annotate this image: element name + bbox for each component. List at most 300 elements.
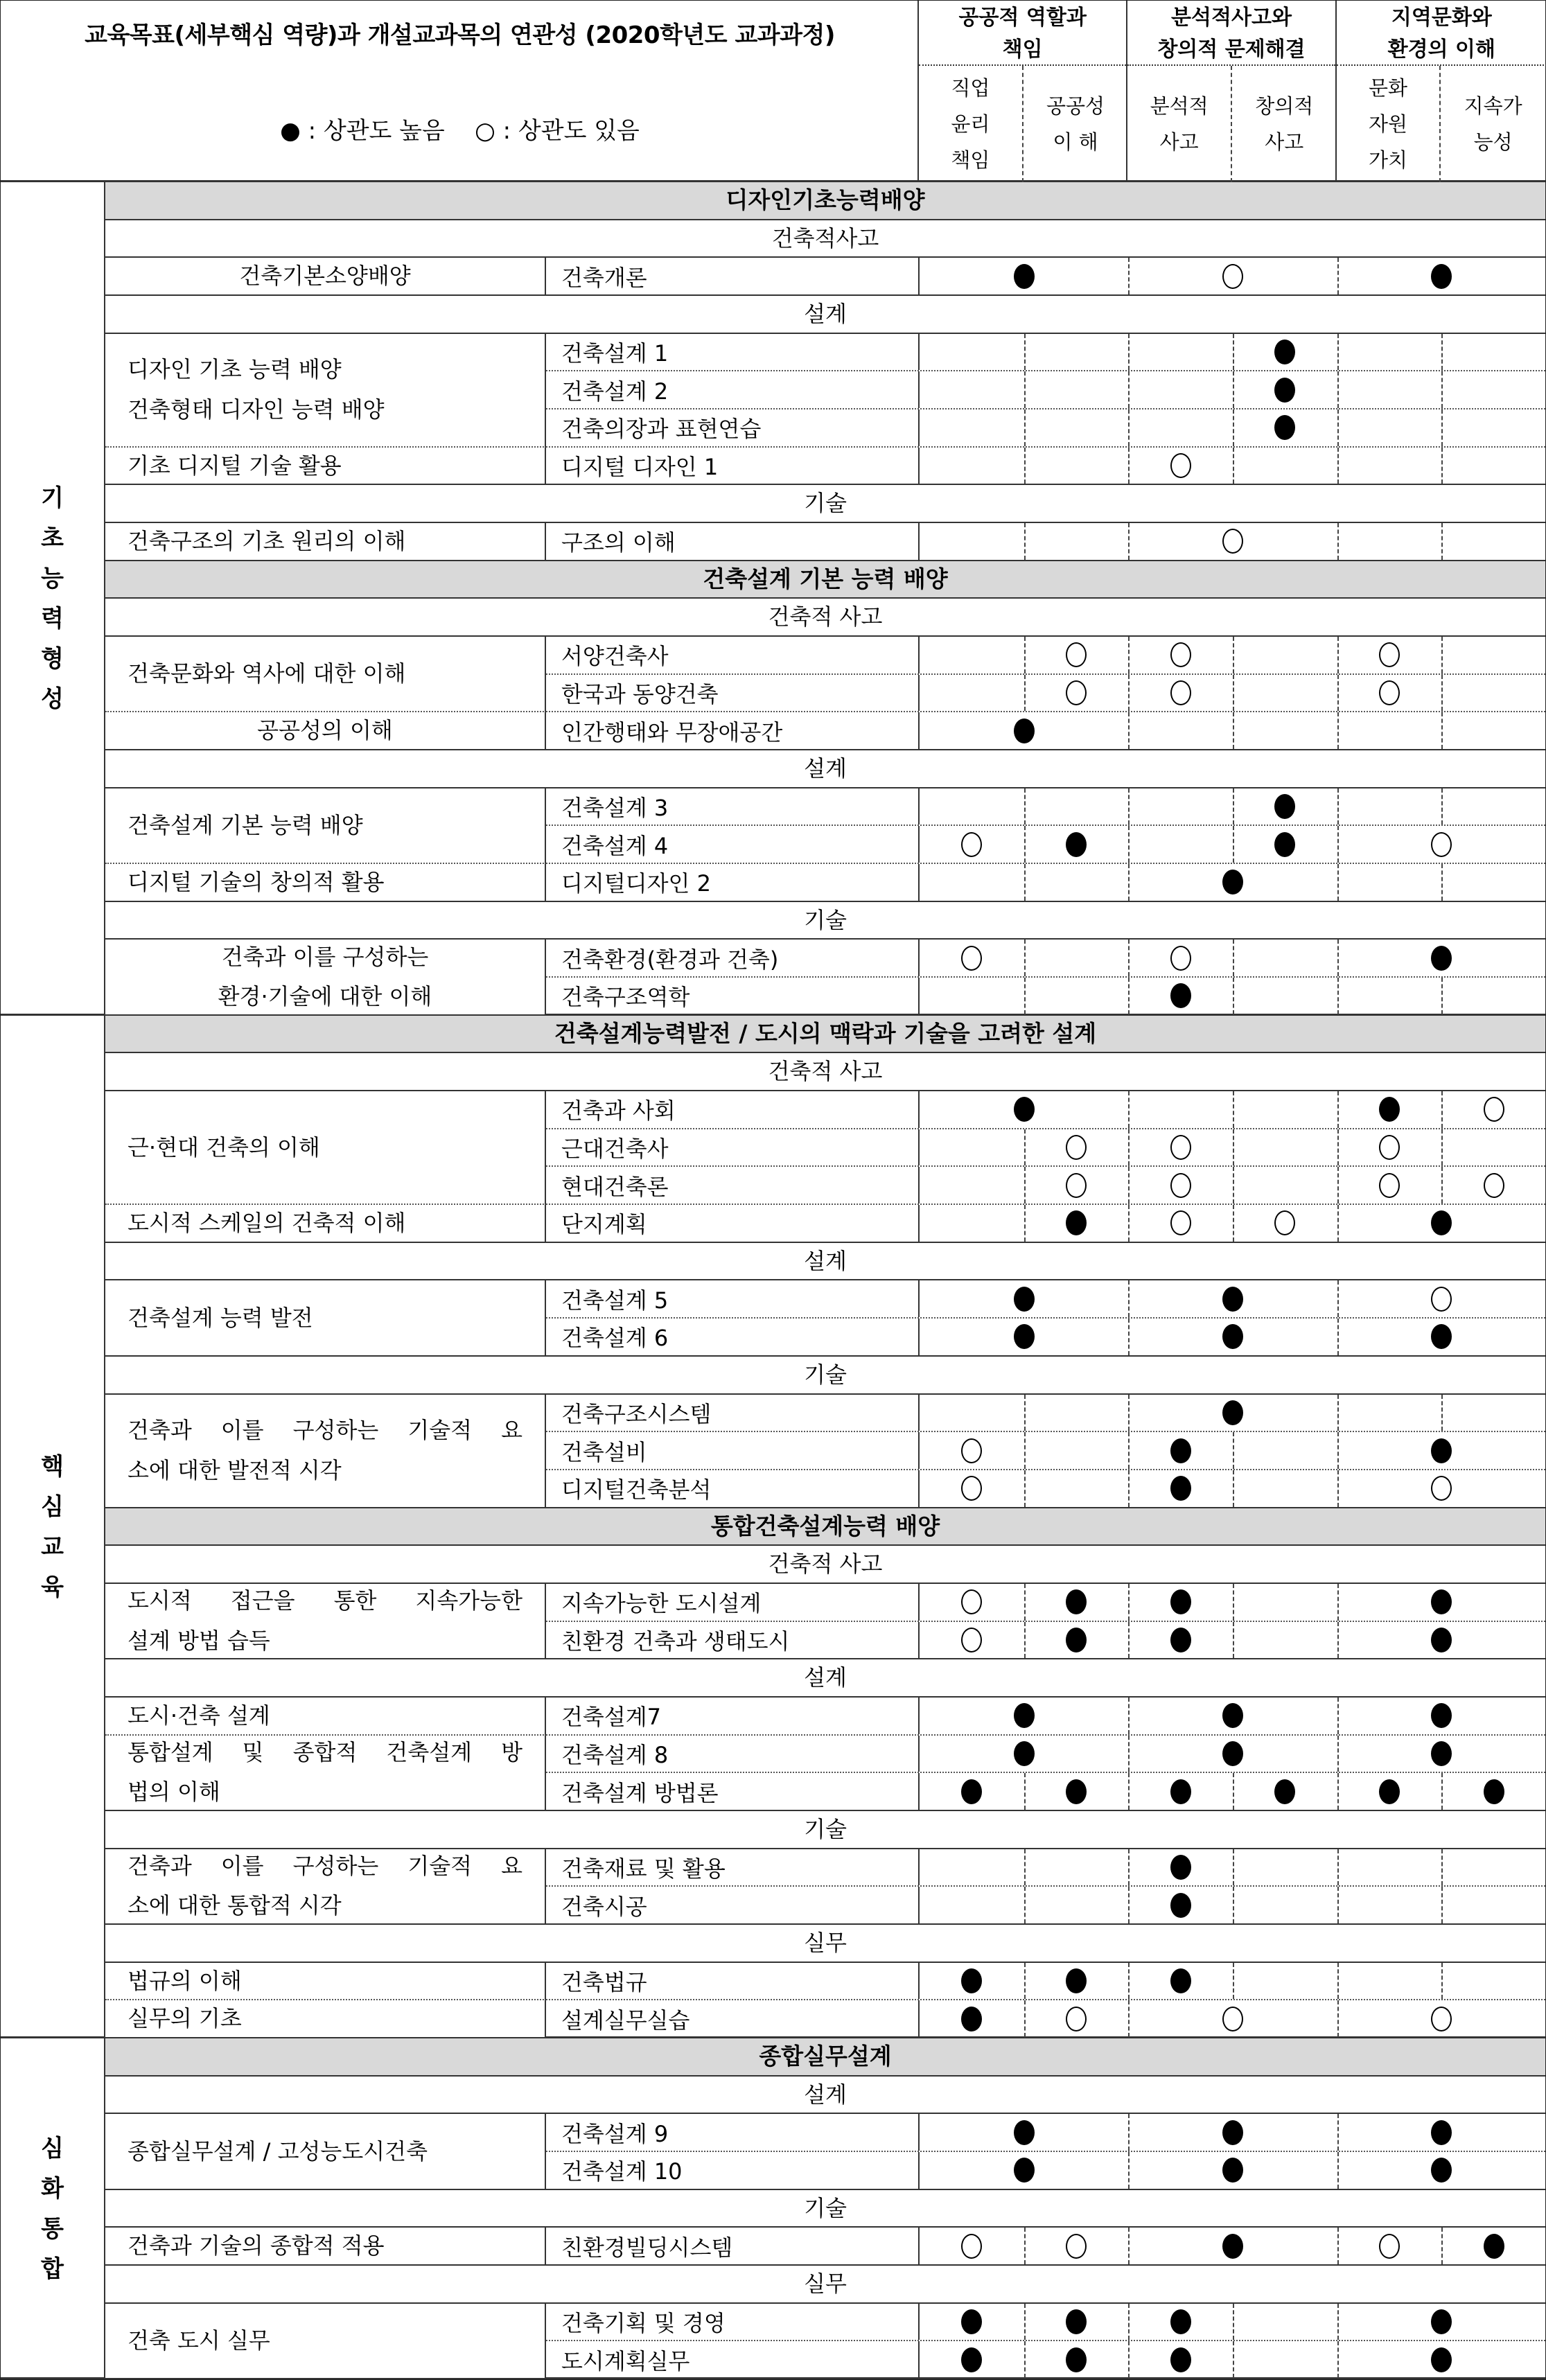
- cell-divider: [1337, 2341, 1339, 2378]
- goal-text-line: 기초 디지털 기술 활용: [128, 452, 342, 479]
- filled-circle-icon: [1014, 1287, 1035, 1312]
- cell-divider: [1128, 409, 1130, 446]
- cell-divider: [1337, 978, 1339, 1014]
- cell-divider: [1233, 978, 1234, 1014]
- cell-divider: [1128, 864, 1130, 901]
- subcolumn-label-line: 가치: [1368, 148, 1408, 172]
- competency-goal: [105, 523, 546, 561]
- competency-group-3: [1337, 1, 1546, 182]
- course-name: 건축설계 9: [546, 2114, 920, 2151]
- filled-circle-icon: [1170, 1438, 1191, 1463]
- filled-circle-icon: [1170, 1628, 1191, 1652]
- open-circle-icon: [1066, 1173, 1087, 1198]
- goal-text-line: 공공성의 이해: [257, 717, 393, 744]
- cell-divider: [1024, 1470, 1026, 1507]
- competency-subcolumn-header: [1232, 66, 1337, 182]
- filled-circle-icon: [1222, 870, 1243, 894]
- filled-circle-icon: [1170, 1893, 1191, 1918]
- relevance-cells: [920, 1736, 1545, 1772]
- group-title-line: 공공적 역할과: [958, 6, 1087, 30]
- relevance-cells: [920, 1205, 1545, 1242]
- filled-circle-icon: [1222, 1400, 1243, 1425]
- open-circle-icon: [1066, 2234, 1087, 2259]
- cell-divider: [1128, 1319, 1130, 1355]
- open-circle-icon: [1170, 1135, 1191, 1160]
- category-row: 설계: [105, 1243, 1545, 1281]
- cell-divider: [1024, 1167, 1026, 1204]
- open-circle-icon: [1431, 832, 1452, 857]
- cell-divider: [1233, 788, 1234, 825]
- course-name: 건축재료 및 활용: [546, 1849, 920, 1886]
- category-row: 기술: [105, 2190, 1545, 2228]
- cell-divider: [1337, 448, 1339, 484]
- goal-text-line: 건축과 이를 구성하는 기술적 요: [128, 1852, 522, 1879]
- cell-divider: [1233, 2341, 1234, 2378]
- cell-divider: [1128, 1395, 1130, 1431]
- open-circle-icon: [1170, 642, 1191, 667]
- open-circle-icon: [961, 2234, 982, 2259]
- category-row: 기술: [105, 485, 1545, 523]
- category-row: 실무: [105, 2266, 1545, 2304]
- course-name: 도시계획실무: [546, 2341, 920, 2378]
- cell-divider: [1128, 1280, 1130, 1317]
- competency-subcolumn-header: [919, 66, 1024, 182]
- category-row: 건축적 사고: [105, 599, 1545, 637]
- relevance-cells: [920, 978, 1545, 1014]
- course-name: 서양건축사: [546, 637, 920, 673]
- competency-goal: [105, 1280, 546, 1356]
- filled-circle-icon: [1431, 1703, 1452, 1728]
- goal-text-line: 법의 이해: [128, 1779, 220, 1806]
- cell-divider: [1128, 788, 1130, 825]
- open-circle-icon: [1066, 642, 1087, 667]
- course-name: 건축설비: [546, 1432, 920, 1469]
- cell-divider: [1441, 1129, 1443, 1166]
- competency-goal: [105, 258, 546, 296]
- section-label: [1, 182, 105, 1016]
- cell-divider: [1233, 1584, 1234, 1621]
- cell-divider: [1024, 409, 1026, 446]
- category-row: 실무: [105, 1925, 1545, 1963]
- goal-text-line: 소에 대한 발전적 시각: [128, 1456, 342, 1483]
- relevance-cells: [920, 334, 1545, 371]
- filled-circle-icon: [961, 1968, 982, 1993]
- group-title-line: 지역문화와: [1391, 6, 1492, 30]
- goal-text-line: 소에 대한 통합적 시각: [128, 1892, 342, 1919]
- cell-divider: [1128, 675, 1130, 712]
- cell-divider: [1128, 1963, 1130, 2000]
- cell-divider: [1337, 409, 1339, 446]
- cell-divider: [1128, 1091, 1130, 1128]
- legend-separator: :: [502, 117, 518, 145]
- subcolumn-label-line: 능성: [1473, 130, 1513, 154]
- goal-text-line: 건축설계 기본 능력 배양: [128, 812, 363, 839]
- cell-divider: [1233, 1432, 1234, 1469]
- cell-divider: [1128, 1736, 1130, 1772]
- relevance-cells: [920, 1698, 1545, 1734]
- filled-circle-icon: [1379, 1779, 1400, 1804]
- cell-divider: [1233, 1622, 1234, 1659]
- category-row: 기술: [105, 1357, 1545, 1395]
- cell-divider: [1128, 826, 1130, 863]
- cell-divider: [1337, 1280, 1339, 1317]
- section-label-line: 교 육: [41, 1533, 79, 1601]
- cell-divider: [1024, 978, 1026, 1014]
- course-name: 건축설계 8: [546, 1736, 920, 1772]
- cell-divider: [1128, 334, 1130, 371]
- competency-goal: [105, 712, 546, 750]
- cell-divider: [1233, 1887, 1234, 1923]
- relevance-cells: [920, 1091, 1545, 1128]
- filled-circle-icon: [1014, 1741, 1035, 1766]
- category-row: 기술: [105, 1811, 1545, 1849]
- section-label-text: [16, 1447, 104, 1607]
- subcolumn-label-line: 책임: [951, 148, 990, 172]
- cell-divider: [1128, 371, 1130, 408]
- filled-circle-icon: [1484, 1779, 1504, 1804]
- cell-divider: [1441, 2228, 1443, 2264]
- cell-divider: [1128, 1584, 1130, 1621]
- cell-divider: [1337, 788, 1339, 825]
- open-circle-icon: [1379, 642, 1400, 667]
- cell-divider: [1337, 712, 1339, 749]
- course-name: 한국과 동양건축: [546, 675, 920, 712]
- open-circle-icon: [1431, 1476, 1452, 1501]
- relevance-cells: [920, 788, 1545, 825]
- relevance-cells: [920, 637, 1545, 673]
- filled-circle-icon: [1066, 1210, 1087, 1235]
- goal-text-line: 건축문화와 역사에 대한 이해: [128, 660, 406, 687]
- course-name: 건축설계 5: [546, 1280, 920, 1317]
- open-circle-icon: [1484, 1173, 1504, 1198]
- cell-divider: [1024, 371, 1026, 408]
- filled-circle-icon: [1431, 2158, 1452, 2183]
- course-name: 건축환경(환경과 건축): [546, 940, 920, 976]
- cell-divider: [1128, 1167, 1130, 1204]
- relevance-cells: [920, 2304, 1545, 2341]
- section-label-text: [16, 478, 104, 719]
- filled-circle-icon: [1274, 832, 1295, 857]
- subcolumn-label-line: 지속가: [1464, 94, 1522, 118]
- goal-text-line: 건축형태 디자인 능력 배양: [128, 396, 385, 423]
- section-1: [1, 182, 1545, 1016]
- cell-divider: [1128, 2152, 1130, 2189]
- cell-divider: [1233, 371, 1234, 408]
- cell-divider: [1337, 1698, 1339, 1734]
- course-name: 건축설계 4: [546, 826, 920, 863]
- cell-divider: [1128, 1698, 1130, 1734]
- open-circle-icon: [1274, 1210, 1295, 1235]
- cell-divider: [1337, 1963, 1339, 2000]
- course-name: 건축설계 3: [546, 788, 920, 825]
- open-circle-icon: [1431, 1287, 1452, 1312]
- open-circle-icon: [1222, 529, 1243, 554]
- cell-divider: [1024, 788, 1026, 825]
- filled-circle-icon: [1014, 264, 1035, 289]
- section-2: [1, 1016, 1545, 2038]
- cell-divider: [1024, 864, 1026, 901]
- relevance-cells: [920, 1129, 1545, 1166]
- relevance-cells: [920, 826, 1545, 863]
- filled-circle-icon: [1222, 2120, 1243, 2145]
- cell-divider: [1441, 1395, 1443, 1431]
- course-name: 인간행태와 무장애공간: [546, 712, 920, 749]
- open-circle-icon: [1379, 1135, 1400, 1160]
- cell-divider: [1128, 2000, 1130, 2037]
- cell-divider: [1441, 864, 1443, 901]
- goal-text-line: 건축구조의 기초 원리의 이해: [128, 528, 406, 555]
- filled-circle-icon: [1170, 1855, 1191, 1880]
- cell-divider: [1441, 334, 1443, 371]
- cell-divider: [1337, 523, 1339, 560]
- cell-divider: [1024, 826, 1026, 863]
- cell-divider: [1024, 1432, 1026, 1469]
- group-title-line: 창의적 문제해결: [1157, 37, 1306, 62]
- cell-divider: [1441, 371, 1443, 408]
- category-row: 설계: [105, 1659, 1545, 1698]
- goal-text-line: 건축설계 능력 발전: [128, 1304, 313, 1331]
- legend-high-label: 상관도 높음: [323, 117, 445, 145]
- cell-divider: [1337, 864, 1339, 901]
- course-name: 건축설계 6: [546, 1319, 920, 1355]
- course-name: 설계실무실습: [546, 2000, 920, 2037]
- category-row: 설계: [105, 296, 1545, 334]
- filled-circle-icon: [961, 2007, 982, 2031]
- open-circle-icon: [961, 1438, 982, 1463]
- section-band-title: 디자인기초능력배양: [105, 182, 1545, 220]
- section-label-text: [16, 2128, 104, 2289]
- header-title-cell: [1, 1, 919, 182]
- cell-divider: [1441, 1091, 1443, 1128]
- cell-divider: [1233, 1849, 1234, 1886]
- relevance-cells: [920, 1432, 1545, 1469]
- course-name: 건축의장과 표현연습: [546, 409, 920, 446]
- filled-circle-icon: [1274, 794, 1295, 819]
- course-name: 지속가능한 도시설계: [546, 1584, 920, 1621]
- open-circle-icon: [1431, 2007, 1452, 2031]
- cell-divider: [1441, 523, 1443, 560]
- cell-divider: [1128, 1849, 1130, 1886]
- filled-circle-icon: [1222, 2234, 1243, 2259]
- goal-text-line: 법규의 이해: [128, 1967, 242, 1994]
- competency-goal: [105, 1205, 546, 1243]
- relevance-cells: [920, 1280, 1545, 1317]
- section-band-title: 종합실무설계: [105, 2038, 1545, 2077]
- cell-divider: [1024, 1849, 1026, 1886]
- category-row: 건축적사고: [105, 220, 1545, 258]
- open-circle-icon: [1379, 680, 1400, 705]
- goal-text-line: 환경·기술에 대한 이해: [218, 983, 432, 1010]
- cell-divider: [1128, 448, 1130, 484]
- cell-divider: [1337, 1736, 1339, 1772]
- relevance-cells: [920, 864, 1545, 901]
- filled-circle-icon: [1222, 2158, 1243, 2183]
- filled-circle-icon: [1431, 1324, 1452, 1349]
- filled-circle-icon: [1014, 719, 1035, 743]
- competency-group-title: [1337, 1, 1546, 66]
- cell-divider: [1024, 637, 1026, 673]
- relevance-cells: [920, 1395, 1545, 1431]
- filled-circle-icon: [1170, 983, 1191, 1008]
- course-name: 근대건축사: [546, 1129, 920, 1166]
- section-label-line: 기 초: [41, 484, 79, 553]
- cell-divider: [1024, 1584, 1026, 1621]
- cell-divider: [1337, 2152, 1339, 2189]
- filled-circle-icon: [1431, 1628, 1452, 1652]
- competency-goal: [105, 2228, 546, 2266]
- cell-divider: [1337, 2000, 1339, 2037]
- category-row: 기술: [105, 902, 1545, 940]
- cell-divider: [1233, 826, 1234, 863]
- category-row: 설계: [105, 750, 1545, 788]
- relevance-cells: [920, 1963, 1545, 2000]
- goal-text-line: 통합설계 및 종합적 건축설계 방: [128, 1738, 522, 1765]
- goal-text-line: 근·현대 건축의 이해: [128, 1134, 320, 1161]
- open-circle-icon: [1170, 453, 1191, 478]
- cell-divider: [1024, 2228, 1026, 2264]
- filled-circle-icon: [1170, 1476, 1191, 1501]
- competency-goal: [105, 940, 546, 1015]
- filled-circle-icon: [1431, 1210, 1452, 1235]
- cell-divider: [1337, 258, 1339, 294]
- cell-divider: [1337, 637, 1339, 673]
- competency-goal: [105, 2304, 546, 2379]
- relevance-cells: [920, 1584, 1545, 1621]
- cell-divider: [1024, 2000, 1026, 2037]
- course-name: 친환경 건축과 생태도시: [546, 1622, 920, 1659]
- course-name: 건축시공: [546, 1887, 920, 1923]
- section-label-line: 핵 심: [41, 1452, 79, 1521]
- course-name: 디지털디자인 2: [546, 864, 920, 901]
- course-name: 친환경빌딩시스템: [546, 2228, 920, 2264]
- cell-divider: [1441, 675, 1443, 712]
- relevance-cells: [920, 1622, 1545, 1659]
- relevance-cells: [920, 940, 1545, 976]
- cell-divider: [1441, 448, 1443, 484]
- course-name: 건축설계7: [546, 1698, 920, 1734]
- relevance-cells: [920, 1887, 1545, 1923]
- section-band-title: 통합건축설계능력 배양: [105, 1508, 1545, 1546]
- cell-divider: [1024, 523, 1026, 560]
- cell-divider: [1337, 1205, 1339, 1242]
- filled-circle-icon: [1379, 1097, 1400, 1122]
- cell-divider: [1337, 1319, 1339, 1355]
- subcolumn-label-line: 자원: [1368, 112, 1408, 136]
- competency-goal: [105, 2114, 546, 2189]
- filled-circle-icon: [1066, 2347, 1087, 2372]
- course-name: 디지털건축분석: [546, 1470, 920, 1507]
- course-name: 건축기획 및 경영: [546, 2304, 920, 2341]
- cell-divider: [1337, 2304, 1339, 2341]
- subcolumn-label-line: 윤리: [951, 112, 990, 136]
- group-title-line: 책임: [1002, 37, 1043, 62]
- filled-circle-icon: [1170, 2309, 1191, 2334]
- competency-goal: [105, 2000, 546, 2038]
- open-circle-icon: [1170, 1210, 1191, 1235]
- section-label-line: 통 합: [41, 2214, 79, 2283]
- subcolumn-label-line: 분석적: [1150, 94, 1209, 118]
- subcolumn-label-line: 사고: [1265, 130, 1304, 154]
- cell-divider: [1233, 409, 1234, 446]
- relevance-cells: [920, 2114, 1545, 2151]
- filled-circle-icon: [1066, 1589, 1087, 1614]
- cell-divider: [1337, 826, 1339, 863]
- cell-divider: [1128, 978, 1130, 1014]
- category-row: 설계: [105, 2077, 1545, 2115]
- cell-divider: [1128, 2304, 1130, 2341]
- cell-divider: [1233, 1470, 1234, 1507]
- cell-divider: [1233, 1091, 1234, 1128]
- cell-divider: [1233, 1205, 1234, 1242]
- table-header: [1, 1, 1545, 182]
- open-circle-icon: [1379, 1173, 1400, 1198]
- filled-circle-icon: [1066, 2309, 1087, 2334]
- filled-circle-icon: [1222, 1324, 1243, 1349]
- cell-divider: [1128, 637, 1130, 673]
- goal-text-line: 건축과 기술의 종합적 적용: [128, 2232, 385, 2259]
- relevance-cells: [920, 2152, 1545, 2189]
- filled-circle-icon: [1431, 946, 1452, 971]
- cell-divider: [1233, 940, 1234, 976]
- filled-circle-icon: ●: [280, 117, 301, 145]
- cell-divider: [1337, 1129, 1339, 1166]
- course-name: 현대건축론: [546, 1167, 920, 1204]
- open-circle-icon: [1066, 680, 1087, 705]
- goal-text-line: 건축기본소양배양: [239, 263, 411, 290]
- competency-group-title: [919, 1, 1126, 66]
- filled-circle-icon: [1014, 1097, 1035, 1122]
- relevance-cells: [920, 409, 1545, 446]
- open-circle-icon: [1222, 264, 1243, 289]
- filled-circle-icon: [1014, 2158, 1035, 2183]
- section-label-line: 형 성: [41, 645, 79, 714]
- filled-circle-icon: [1014, 1324, 1035, 1349]
- competency-goal: [105, 334, 546, 448]
- goal-text-line: 건축과 이를 구성하는 기술적 요: [128, 1417, 522, 1444]
- cell-divider: [1233, 1167, 1234, 1204]
- competency-subcolumn-header: [1127, 66, 1232, 182]
- cell-divider: [1337, 1091, 1339, 1128]
- course-name: 건축설계 2: [546, 371, 920, 408]
- cell-divider: [1337, 1773, 1339, 1810]
- filled-circle-icon: [1066, 1779, 1087, 1804]
- cell-divider: [1233, 1129, 1234, 1166]
- cell-divider: [1337, 371, 1339, 408]
- goal-text-line: 실무의 기초: [128, 2005, 242, 2032]
- competency-subcolumn-header: [1337, 66, 1441, 182]
- filled-circle-icon: [961, 2347, 982, 2372]
- filled-circle-icon: [1170, 1968, 1191, 1993]
- filled-circle-icon: [1431, 1438, 1452, 1463]
- competency-group-2: [1127, 1, 1336, 182]
- cell-divider: [1128, 1470, 1130, 1507]
- open-circle-icon: [1170, 1173, 1191, 1198]
- competency-goal: [105, 1395, 546, 1508]
- section-label-line: 능 력: [41, 565, 79, 633]
- goal-text-line: 디지털 기술의 창의적 활용: [128, 869, 385, 896]
- category-row: 건축적 사고: [105, 1053, 1545, 1091]
- competency-goal: [105, 1849, 546, 1925]
- legend-separator: :: [308, 117, 324, 145]
- open-circle-icon: [1066, 1135, 1087, 1160]
- relevance-cells: [920, 2341, 1545, 2378]
- cell-divider: [1337, 1849, 1339, 1886]
- cell-divider: [1337, 1887, 1339, 1923]
- cell-divider: [1128, 1887, 1130, 1923]
- course-name: 건축개론: [546, 258, 920, 294]
- cell-divider: [1024, 1773, 1026, 1810]
- relevance-cells: [920, 1849, 1545, 1886]
